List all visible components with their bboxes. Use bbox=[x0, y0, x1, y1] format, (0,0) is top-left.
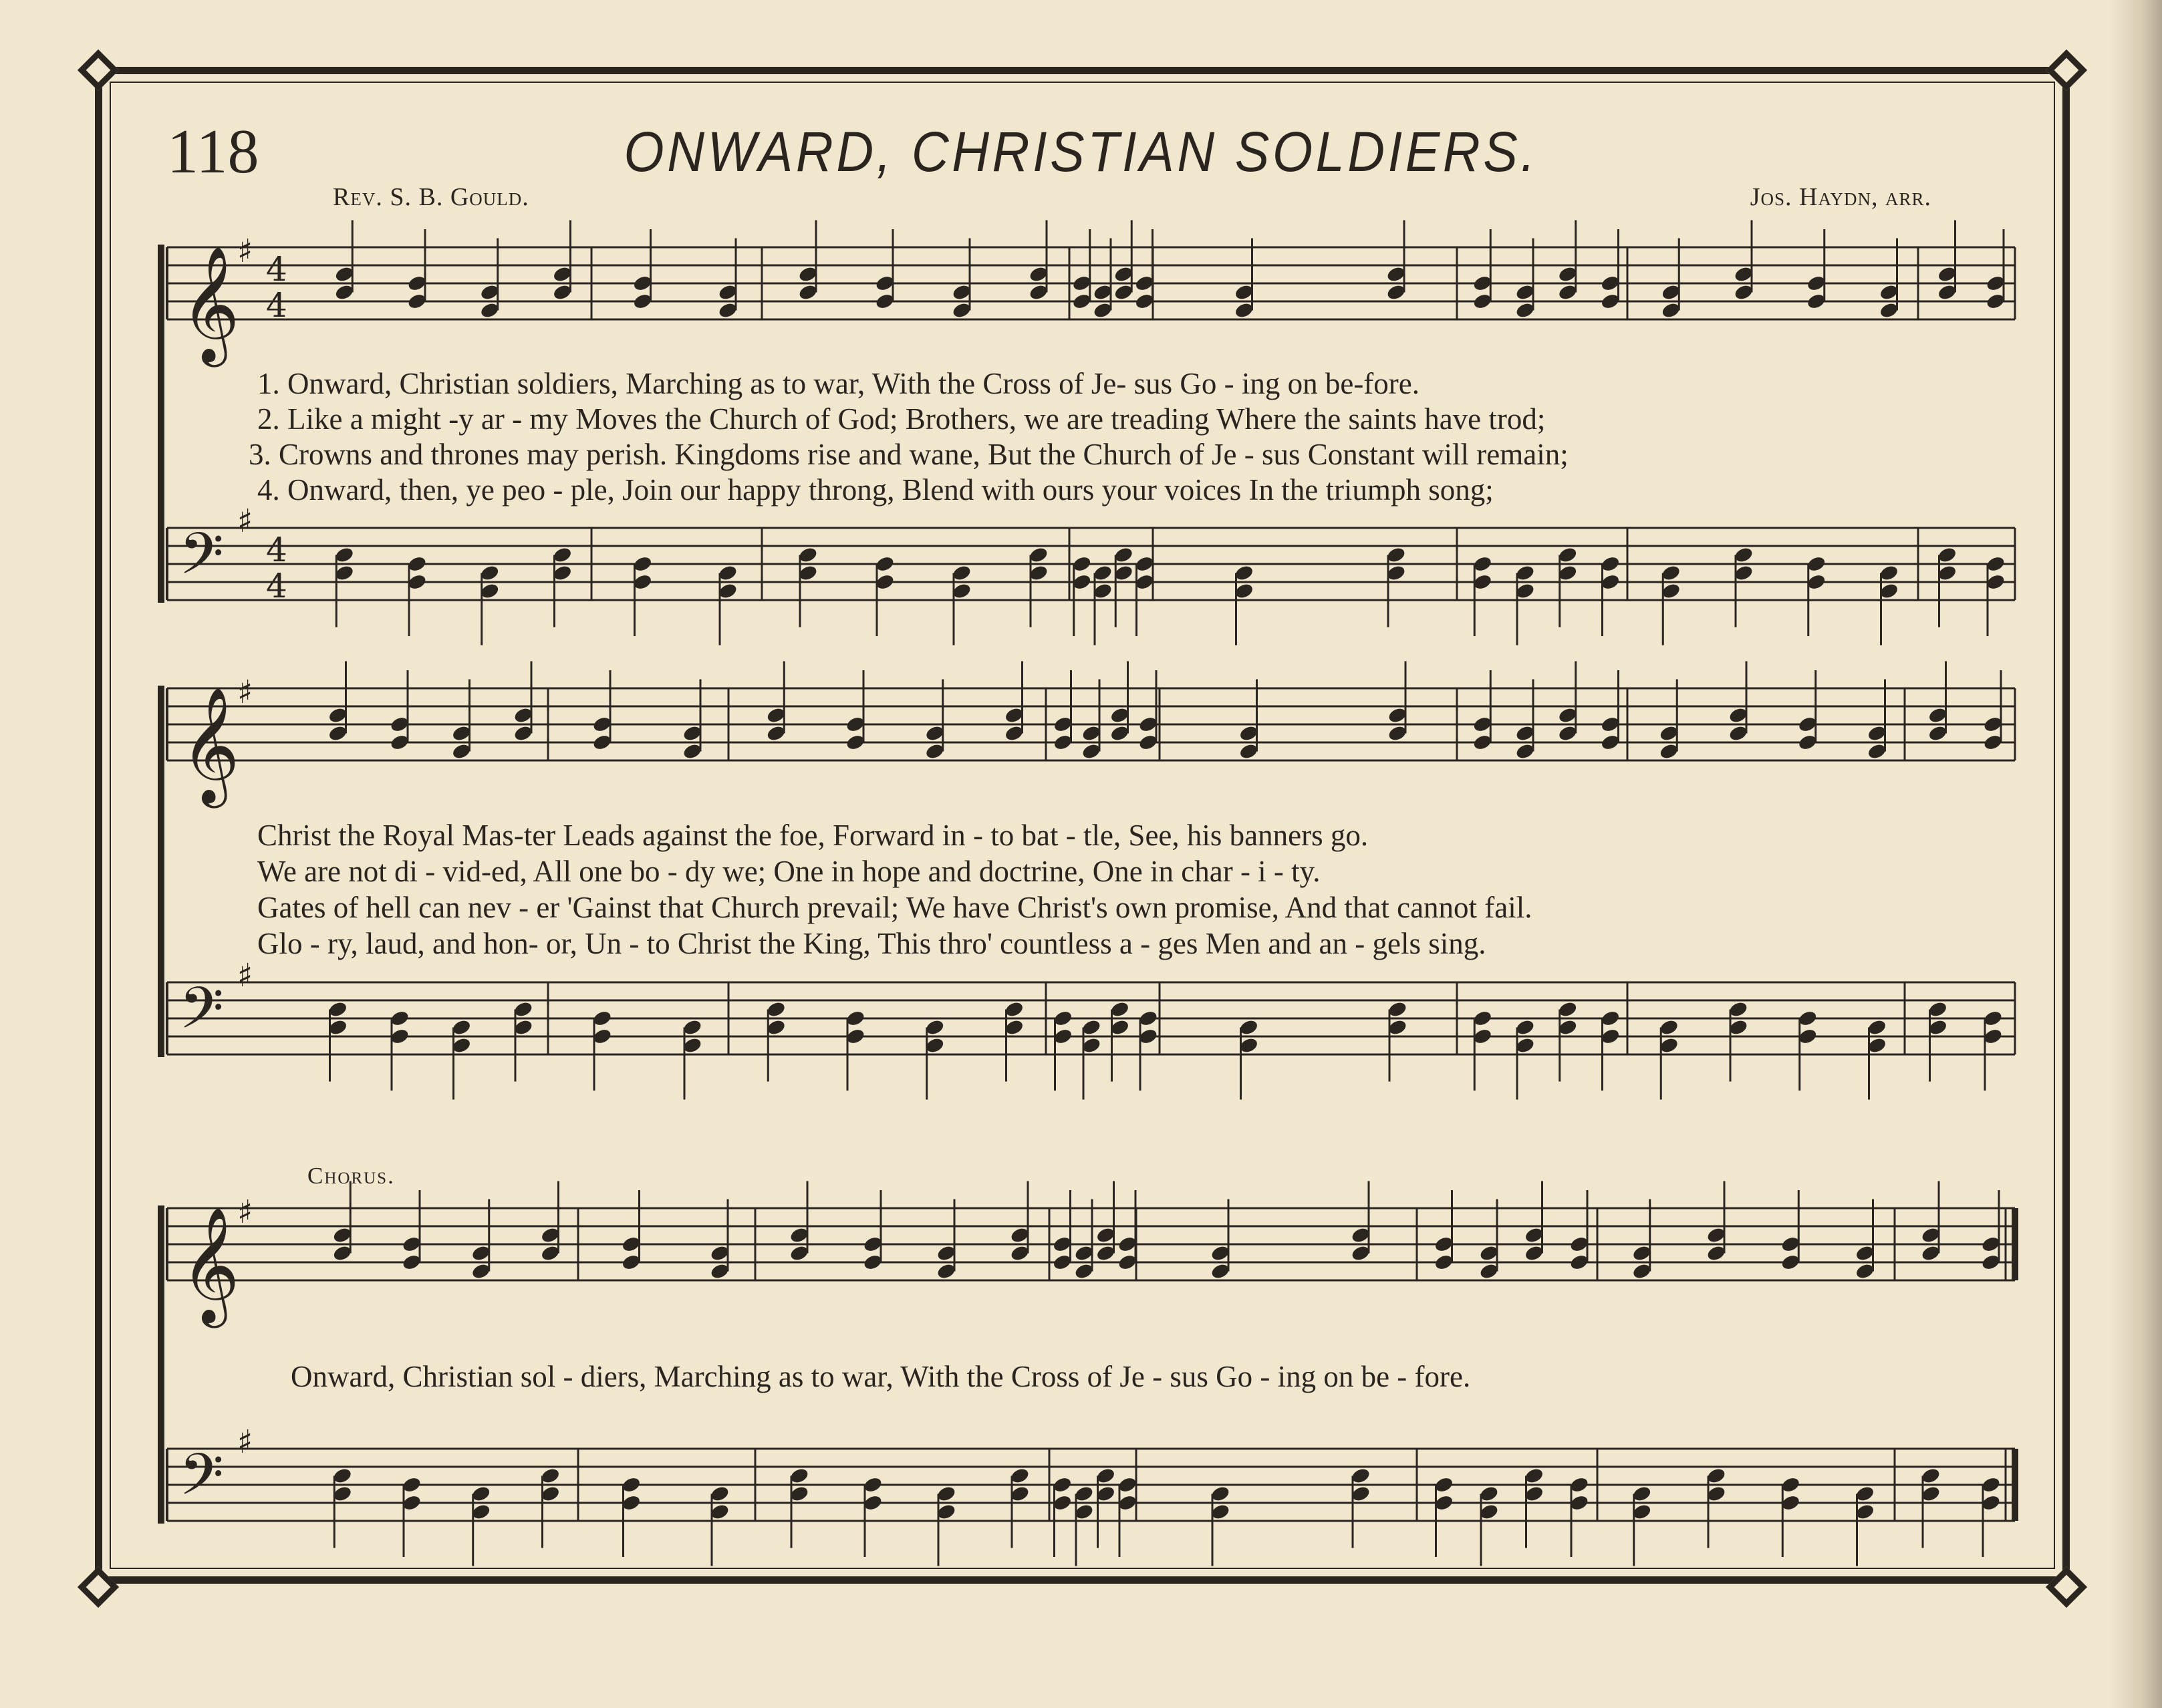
treble-clef-icon: 𝄞 bbox=[180, 246, 240, 362]
verse-line-4: 4. Onward, then, ye peo - ple, Join our happy throng, Blend with ours your voices In the triumph song; bbox=[257, 473, 1494, 507]
verse-line-2: We are not di - vid-ed, All one bo - dy we; One in hope and doctrine, One in char - i - ty. bbox=[257, 855, 1321, 888]
system-bracket bbox=[158, 1205, 164, 1524]
key-signature-sharp-icon: ♯ bbox=[237, 674, 253, 711]
system-bracket bbox=[158, 686, 164, 1057]
chorus-label: Chorus. bbox=[307, 1163, 395, 1189]
verse-line-1: 1. Onward, Christian soldiers, Marching as to war, With the Cross of Je- sus Go - ing on be-fore. bbox=[257, 367, 1420, 400]
key-signature-sharp-icon: ♯ bbox=[237, 1423, 253, 1461]
lyricist-credit: Rev. S. B. Gould. bbox=[333, 183, 529, 211]
treble-clef-icon: 𝄞 bbox=[180, 1207, 240, 1323]
verse-line-4: Glo - ry, laud, and hon- or, Un - to Christ the King, This thro' countless a - ges Men and an - gels sing. bbox=[257, 927, 1486, 960]
time-signature: 4 bbox=[266, 250, 287, 289]
hymn-title: ONWARD, CHRISTIAN SOLDIERS. bbox=[624, 120, 1538, 183]
system-bracket bbox=[158, 245, 164, 603]
key-signature-sharp-icon: ♯ bbox=[237, 233, 253, 270]
key-signature-sharp-icon: ♯ bbox=[237, 957, 253, 994]
key-signature-sharp-icon: ♯ bbox=[237, 1193, 253, 1231]
bass-clef-icon: 𝄢 bbox=[179, 520, 224, 601]
key-signature-sharp-icon: ♯ bbox=[237, 503, 253, 540]
time-signature: 4 bbox=[266, 286, 287, 325]
chorus-lyric: Onward, Christian sol - diers, Marching as to war, With the Cross of Je - sus Go - ing on be - fore. bbox=[291, 1360, 1471, 1393]
treble-clef-icon: 𝄞 bbox=[180, 687, 240, 803]
composer-credit: Jos. Haydn, arr. bbox=[1750, 183, 1931, 211]
bass-clef-icon: 𝄢 bbox=[179, 1441, 224, 1522]
verse-line-3: 3. Crowns and thrones may perish. Kingdoms rise and wane, But the Church of Je - sus Constant will remain; bbox=[249, 438, 1569, 471]
bass-clef-icon: 𝄢 bbox=[179, 974, 224, 1056]
time-signature: 4 bbox=[266, 567, 287, 605]
time-signature: 4 bbox=[266, 531, 287, 569]
verse-line-2: 2. Like a might -y ar - my Moves the Church of God; Brothers, we are treading Where the saints have trod; bbox=[257, 402, 1546, 436]
page-number: 118 bbox=[167, 117, 259, 186]
verse-line-3: Gates of hell can nev - er 'Gainst that Church prevail; We have Christ's own promise, And that cannot fail. bbox=[257, 891, 1532, 924]
verse-line-1: Christ the Royal Mas-ter Leads against the foe, Forward in - to bat - tle, See, his banners go. bbox=[257, 819, 1369, 852]
